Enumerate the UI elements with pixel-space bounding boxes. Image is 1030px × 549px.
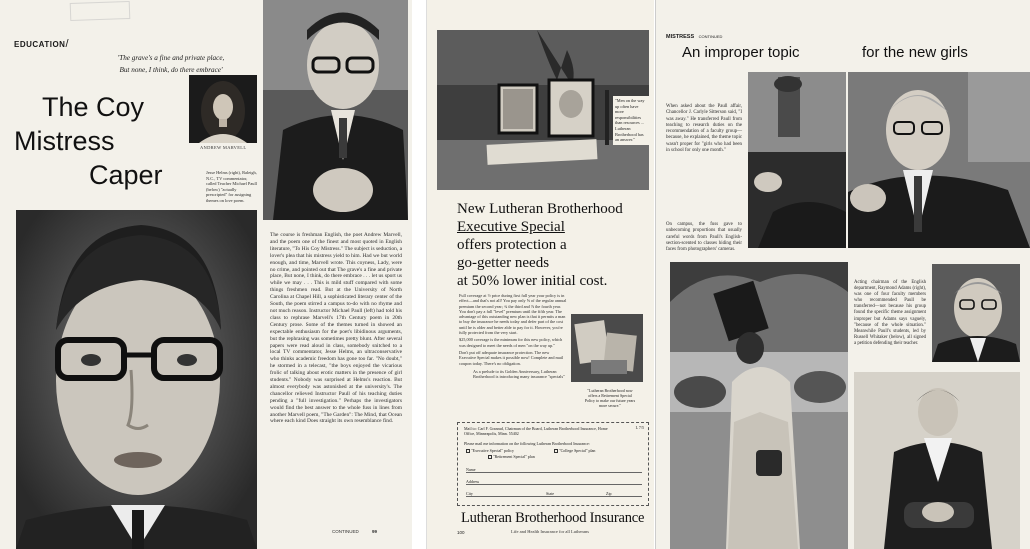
ad-hero-caption: "Men on the way up often have more responsibilities than resources ... Lutheran Brotherhood has an answer.": [613, 96, 649, 145]
checkbox-executive[interactable]: [466, 449, 470, 453]
library-stamp: [70, 1, 131, 21]
section-label: EDUCATION/: [14, 38, 70, 50]
paull-photo-image: [16, 210, 257, 549]
article-title: [14, 90, 163, 192]
ad-inset-photo-image: [571, 314, 643, 382]
ad-brand-tagline: Life and Health Insurance for all Lutherans: [511, 529, 589, 534]
ad-body-paragraph-1: Full coverage at ½ price during first full year your policy is in effect—and that's not all! You pay only ⅝ of the regular annual premium the second year; ¾ the third and ⅞ the fourth year. You don't pay a full "level" premium until the fifth year. The advantage of this outstanding new plan is that it permits a man to buy the insurance he needs today and defer part of the cost until he is older and better able to pay for it. However, you're fully protected from the very start.: [459, 293, 567, 336]
pull-quote-line-2: But none, I think, do there embrace': [119, 66, 223, 74]
ad-headline-line-3: offers protection a: [457, 237, 567, 253]
coupon-option-executive[interactable]: [466, 448, 514, 453]
right-column-1: When asked about the Paull affair, Chancellor J. Carlyle Sitterson said, "I was away." He transferred Paull from teaching to research duties on the recommendation of a faculty group—because, he explained, the theme topic wasn't proper for "girls who had been in school for only one month.": [666, 104, 742, 154]
helms-photo-image: [263, 0, 408, 220]
marvell-portrait-photo: [189, 75, 257, 143]
zip-field-label: Zip: [606, 491, 612, 496]
right-column-2: On campus, the fuss gave to unbecoming proportions that usually careful words from Paull's English-section-scented to classes hiding their faces from photographers' cameras.: [666, 222, 742, 253]
name-field-label: Name: [466, 467, 476, 472]
ad-page-number: 100: [457, 530, 465, 535]
right-headline-right: for the new girls: [862, 44, 968, 61]
ad-inset-caption: "Lutheran Brotherhood now offers a Retirement Special Policy to make our future years more secure.": [584, 388, 636, 408]
coupon-city-field[interactable]: [466, 491, 642, 497]
coupon-name-field[interactable]: [466, 467, 642, 473]
checkbox-retirement[interactable]: [488, 455, 492, 459]
city-field-label: City: [466, 491, 473, 496]
paull-photo: [16, 210, 257, 549]
right-column-3: Acting chairman of the English department, Raymond Adams (right), was one of four faculty members who recommended Paull be transferred—not because his group found the specific theme assignment improper but Adams says vaguely, "because of the whole situation." Meanwhile Paull's students, led by Russell Whitaker (below), all signed a petition defending their teacher.: [854, 280, 926, 346]
chancellor-office-photo: [748, 72, 846, 248]
coupon-option-college[interactable]: [554, 448, 595, 453]
checkbox-college[interactable]: [554, 449, 558, 453]
right-section-continued: CONTINUED: [698, 34, 723, 39]
ad-brand-name: Lutheran Brotherhood Insurance: [461, 510, 645, 526]
students-hiding-faces-photo-image: [670, 262, 848, 549]
chancellor-photo: [848, 72, 1030, 248]
chancellor-photo-image: [848, 72, 1030, 248]
helms-photo: [263, 0, 408, 220]
coupon-heading: Mail to: Carl F. Granrud, Chairman of the Board, Lutheran Brotherhood Insurance, Home Office, Minneapolis, Minn. 55402: [464, 426, 608, 436]
ad-headline-line-5: at 50% lower initial cost.: [457, 273, 608, 289]
chancellor-office-photo-image: [748, 72, 846, 248]
title-line-2: Mistress: [14, 126, 115, 156]
option-college-label: "College Special" plan: [559, 448, 596, 453]
ad-body: [459, 293, 567, 379]
continued-label: CONTINUED: [332, 529, 359, 534]
coupon-code: L 7/5: [635, 425, 644, 430]
right-headline-left: An improper topic: [682, 44, 800, 61]
article-body: The course is freshman English, the poet Andrew Marvell, and the poem one of the finest and most quoted in English literature, "To His Coy Mistress." The subject is seduction, a lover's plea that his mistress yield to him. Had we but world enough, and time, Marvell wrote. This coyness, Lady, were no crime, and pointed out that The grave's a fine and private place, But none, I think, do there embrace . . . let us sport us while we may . . . This is mild stuff compared with some things freshmen read. But at the University of North Carolina at Chapel Hill, a sophisticated literary center of the South, the poem stirred a campus to-do with no rhyme and not much reason. Instructor Michael Paull (left) had told his class to rephrase Marvell's 17th Century poem in 20th Century prose. Some of the themes turned in showed an expectable enthusiasm for the poet's libidinous arguments, but the rephrasing was sometimes pretty blunt. After several papers were read aloud in class, somebody snitched to a local TV commentator, Jesse Helms, an ultraconservative who thinks academic freedom has gone too far. "No doubt," he stormed in a telecast, "the boys enjoyed the vicarious frolic of talking about erotic matters in the presence of girl students." Nobody was surprised at Helms's reaction. But almost everybody was astonished at the university's. The chancellor relieved Instructor Paull of his teaching duties pending a "full investigation." Perhaps the investigators would find the best answer to the whole fuss in lines from another Marvell poem, "The Garden": The Mind, that Ocean where each kind Does straight its own resemblance find.: [270, 232, 402, 425]
ad-tribute-note: As a prelude to its Golden Anniversary, Lutheran Brotherhood is introducing many insurance "specials": [473, 368, 565, 380]
title-line-3: Caper: [89, 160, 163, 190]
coupon-option-retirement[interactable]: [488, 454, 535, 459]
ad-body-paragraph-2: $25,000 coverage is the minimum for this new policy, which was designed to meet the needs of men "on the way up.": [459, 337, 563, 348]
right-section-label: [666, 34, 722, 40]
ad-headline-line-4: go-getter needs: [457, 255, 550, 271]
option-executive-label: "Executive Special" policy: [471, 448, 515, 453]
whitaker-photo: [854, 372, 1020, 549]
ad-inset-photo: [571, 314, 643, 382]
intro-caption: Jesse Helms (right), Raleigh, N.C., TV commentator, called Teacher Michael Paull (below) "actually prescripted" for assigning themes on love poem.: [206, 170, 257, 203]
option-retirement-label: "Retirement Special" plan: [493, 454, 535, 459]
students-hiding-faces-photo: [670, 262, 848, 549]
pull-quote: [86, 52, 256, 76]
right-magazine-page: [655, 0, 1030, 549]
ad-headline-line-1: New Lutheran Brotherhood: [457, 201, 623, 217]
coupon-address-field[interactable]: [466, 479, 642, 485]
ad-page: [426, 0, 654, 549]
adams-photo: [932, 264, 1020, 362]
ad-headline: [457, 200, 651, 290]
ad-headline-line-2: Executive Special: [457, 219, 565, 235]
left-magazine-page: [0, 0, 412, 549]
ad-coupon: [457, 422, 649, 506]
marvell-portrait-image: [189, 75, 257, 143]
adams-photo-image: [932, 264, 1020, 362]
coupon-request: Please mail me information on the following Lutheran Brotherhood Insurance:: [464, 441, 590, 446]
address-field-label: Address: [466, 479, 480, 484]
pull-quote-line-1: 'The grave's a fine and private place,: [117, 54, 225, 62]
scan-gap: [412, 0, 426, 549]
left-page-footer: [332, 529, 377, 534]
marvell-portrait-caption: ANDREW MARVELL: [200, 145, 247, 150]
right-section-name: MISTRESS: [666, 34, 695, 40]
whitaker-photo-image: [854, 372, 1020, 549]
state-field-label: State: [546, 491, 554, 496]
title-line-1: The Coy: [42, 92, 145, 122]
ad-body-paragraph-3: Don't put off adequate insurance protection. The new Executive Special makes it possible now! Complete and mail coupon today. There's no obligation.: [459, 349, 564, 366]
left-page-number: 99: [372, 529, 378, 534]
